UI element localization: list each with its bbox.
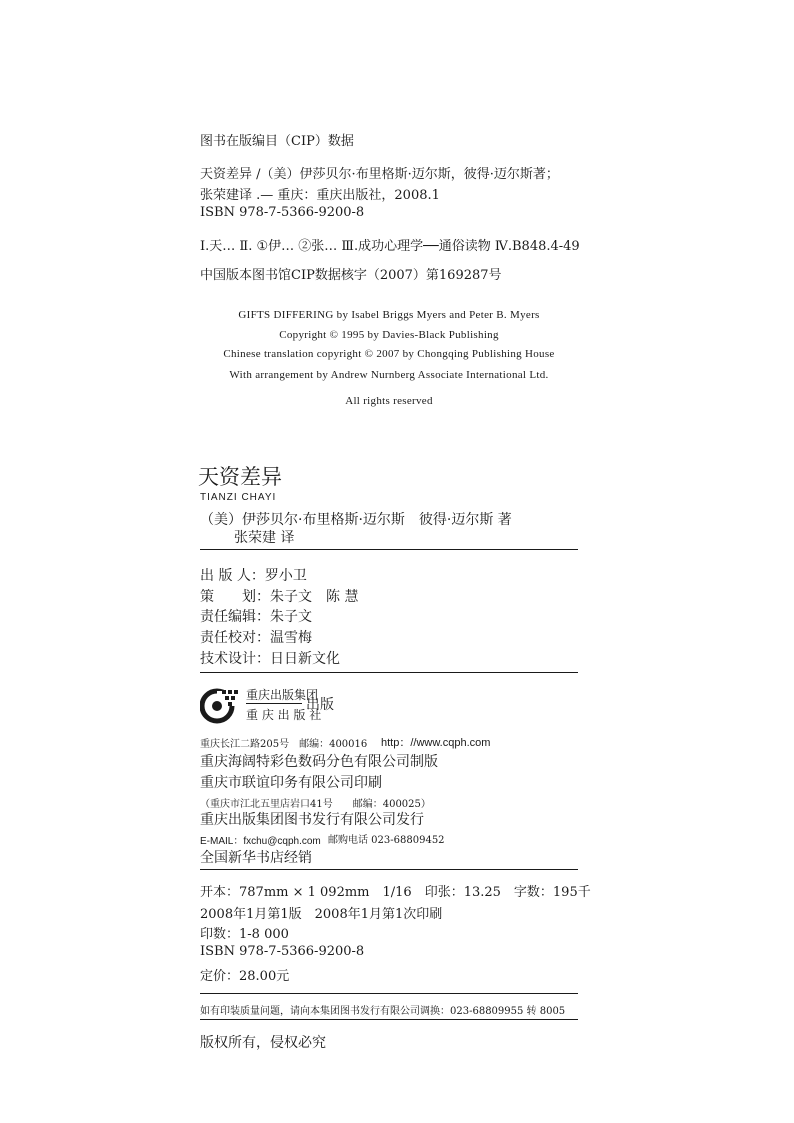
publisher-email[interactable]: E-MAIL：fxchu@cqph.com <box>200 836 321 847</box>
publisher-address: 重庆长江二路205号 邮编：400016 <box>200 739 368 750</box>
divider-publisher <box>200 869 578 870</box>
copyright-line-4: With arrangement by Andrew Nurnberg Associate International Ltd. <box>229 369 549 381</box>
spec-price: 定价：28.00元 <box>200 969 290 984</box>
rights-notice: 版权所有，侵权必究 <box>200 1035 326 1051</box>
publisher-group-name: 重庆出版集团 <box>246 688 319 702</box>
divider-credits <box>200 672 578 673</box>
cip-line-2: 张荣建译 .— 重庆：重庆出版社，2008.1 <box>200 188 440 203</box>
mail-order-phone: 邮购电话 023-68809452 <box>328 835 445 846</box>
copyright-line-3: Chinese translation copyright © 2007 by Chongqing Publishing House <box>223 348 555 360</box>
divider-specs <box>200 993 578 994</box>
copyright-line-5: All rights reserved <box>345 395 433 407</box>
printer: 重庆市联谊印务有限公司印刷 <box>200 775 382 791</box>
cip-heading: 图书在版编目（CIP）数据 <box>200 134 354 149</box>
copyright-line-1: GIFTS DIFFERING by Isabel Briggs Myers and Peter B. Myers <box>238 309 540 321</box>
distributor: 重庆出版集团图书发行有限公司发行 <box>200 812 424 828</box>
spec-print-run: 印数：1-8 000 <box>200 927 289 942</box>
book-title-pinyin: TIANZI CHAYI <box>200 492 277 503</box>
credit-design: 技术设计：日日新文化 <box>200 651 340 667</box>
printer-address: （重庆市江北五里店岩口41号 邮编：400025） <box>200 799 431 810</box>
cip-isbn: ISBN 978-7-5366-9200-8 <box>200 205 365 220</box>
spec-isbn: ISBN 978-7-5366-9200-8 <box>200 944 365 959</box>
publisher-url[interactable]: http：//www.cqph.com <box>381 737 491 749</box>
divider-title <box>200 549 578 550</box>
book-translator: 张荣建 译 <box>234 530 295 546</box>
logo-divider <box>246 703 302 704</box>
book-title: 天资差异 <box>198 465 282 489</box>
spec-format: 开本：787mm × 1 092mm 1/16 印张：13.25 字数：195千 <box>200 885 591 900</box>
copyright-line-2: Copyright © 1995 by Davies-Black Publishing <box>279 329 499 341</box>
book-authors: （美）伊莎贝尔·布里格斯·迈尔斯 彼得·迈尔斯 著 <box>200 512 512 528</box>
seller: 全国新华书店经销 <box>200 850 312 866</box>
credit-planning: 策 划：朱子文 陈 慧 <box>200 589 359 605</box>
cip-number: 中国版本图书馆CIP数据核字（2007）第169287号 <box>200 268 502 283</box>
quality-notice: 如有印装质量问题，请向本集团图书发行有限公司调换：023-68809955 转 8005 <box>200 1006 566 1017</box>
plate-maker: 重庆海阔特彩色数码分色有限公司制版 <box>200 754 438 770</box>
credit-proofreader: 责任校对：温雪梅 <box>200 630 312 646</box>
publisher-house-name: 重 庆 出 版 社 <box>246 708 322 722</box>
cip-line-1: 天资差异 /（美）伊莎贝尔·布里格斯·迈尔斯，彼得·迈尔斯著； <box>200 167 559 182</box>
divider-notice <box>200 1019 578 1020</box>
spec-edition: 2008年1月第1版 2008年1月第1次印刷 <box>200 907 443 922</box>
publisher-logo-icon <box>200 684 240 724</box>
credit-publisher-person: 出 版 人：罗小卫 <box>200 568 307 584</box>
publisher-suffix: 出版 <box>306 697 334 713</box>
cip-classification: Ⅰ.天… Ⅱ. ①伊… ②张… Ⅲ.成功心理学──通俗读物 Ⅳ.B848.4-49 <box>200 239 580 254</box>
credit-editor: 责任编辑：朱子文 <box>200 609 312 625</box>
